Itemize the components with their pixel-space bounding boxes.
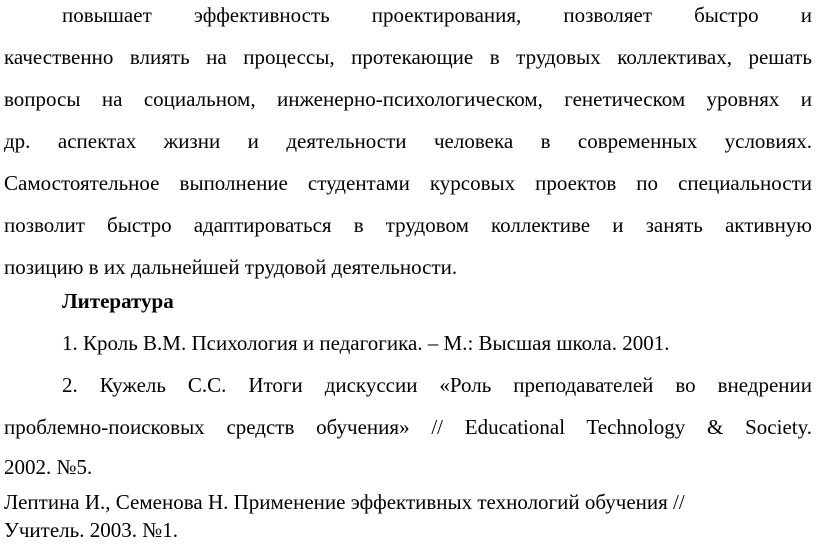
reference-item-2-line: проблемно-поисковых средств обучения» // Educational Technology & Society. (4, 415, 812, 439)
reference-item-1: 1. Кроль В.М. Психология и педагогика. – М.: Высшая школа. 2001. (62, 331, 670, 355)
paragraph-line: позицию в их дальнейшей трудовой деятельности. (4, 255, 458, 279)
paragraph-line: качественно влиять на процессы, протекающие в трудовых коллективах, решать (4, 45, 812, 69)
reference-item-2-line: 2. Кужель С.С. Итоги дискуссии «Роль преподавателей во внедрении (62, 373, 812, 397)
paragraph-line: Самостоятельное выполнение студентами курсовых проектов по специальности (4, 171, 812, 195)
paragraph-line: повышает эффективность проектирования, позволяет быстро и (62, 3, 812, 27)
reference-item-3-line: Лептина И., Семенова Н. Применение эффективных технологий обучения // (4, 490, 685, 514)
literature-heading: Литература (62, 289, 174, 313)
paragraph-line: др. аспектах жизни и деятельности человека в современных условиях. (4, 129, 812, 153)
reference-item-2-line: 2002. №5. (4, 455, 93, 479)
reference-item-3-line: Учитель. 2003. №1. (4, 518, 179, 542)
paragraph-line: позволит быстро адаптироваться в трудовом коллективе и занять активную (4, 213, 812, 237)
paragraph-line: вопросы на социальном, инженерно-психологическом, генетическом уровнях и (4, 87, 812, 111)
